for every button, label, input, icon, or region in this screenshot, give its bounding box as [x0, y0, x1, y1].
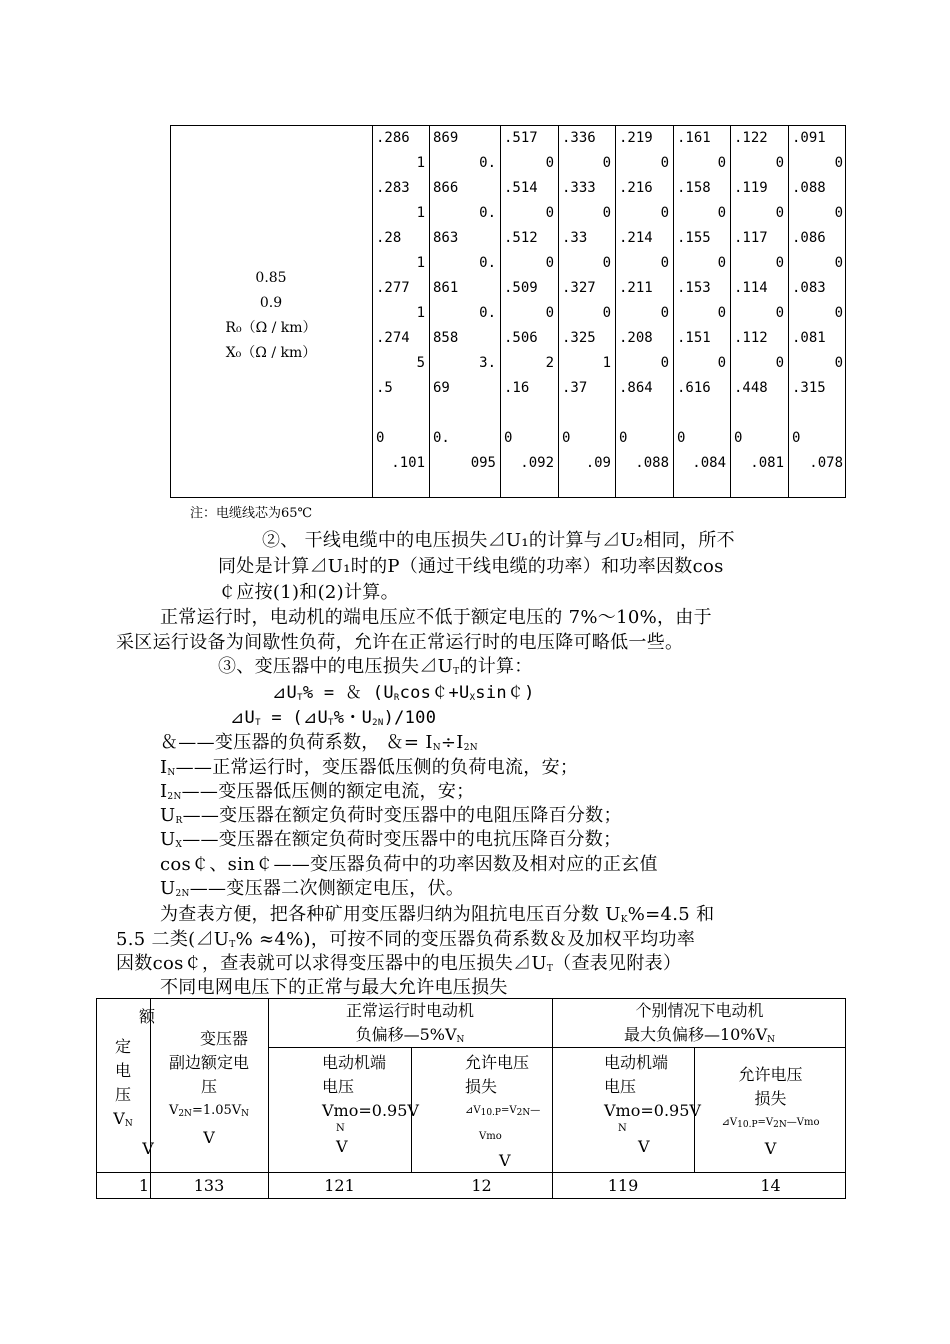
motor-voltage-header-2: 电动机端 电压 Vmo=0.95V N V: [604, 1053, 701, 1156]
power-factor-085: 0.85: [255, 270, 287, 286]
allowed-loss-header-1: 允许电压 损失 $⊿V_{10.P}=V_{2N}—$ Vmo V: [465, 1053, 541, 1170]
paragraph-1-line-3: ￠应按(1)和(2)计算。: [218, 582, 399, 603]
table-cell: 0: [660, 355, 669, 371]
table-cell: .277: [376, 280, 410, 296]
table-cell: .114: [734, 280, 768, 296]
paragraph-1-line-2: 同处是计算⊿U₁时的P（通过干线电缆的功率）和功率因数cos: [218, 556, 724, 577]
table-cell: .091: [792, 130, 826, 146]
table-cell: 0: [775, 205, 784, 221]
table-cell: .083: [792, 280, 826, 296]
definition-u2n: $U_{2N}——$变压器二次侧额定电压，伏。: [160, 878, 465, 899]
table-cell: .112: [734, 330, 768, 346]
formula-2: $⊿U_T$ = ($⊿U_T\%$・$U_{2N})/100$: [230, 708, 437, 728]
table-cell: 869: [433, 130, 459, 146]
table-cell: 121: [324, 1176, 355, 1195]
transformer-header: 变压器 副边额定电 压 $V_{2N}=1.05V_N$ V: [168, 1029, 250, 1147]
definition-ur: $U_R——$变压器在额定负荷时变压器中的电阻压降百分数；: [160, 805, 622, 826]
table-cell: 0: [545, 255, 554, 271]
table-cell: .081: [750, 455, 784, 471]
table-cell: 0: [660, 255, 669, 271]
table-cell: 858: [433, 330, 459, 346]
table-cell: 0: [834, 355, 843, 371]
table-cell: .151: [677, 330, 711, 346]
table-cell: .327: [562, 280, 596, 296]
table-cell: 0: [660, 155, 669, 171]
paragraph-1-line-1: ②、 干线电缆中的电压损失⊿U₁的计算与⊿U₂相同，所不: [262, 530, 735, 551]
table-cell: .09: [585, 455, 611, 471]
table-cell: .158: [677, 180, 711, 196]
allowed-loss-header-2: 允许电压 损失 $⊿V_{10.P}=V_{2N}—Vmo$ V: [721, 1065, 820, 1158]
table-cell: 0: [717, 355, 726, 371]
table-cell: 0: [504, 430, 513, 446]
table-cell: .088: [792, 180, 826, 196]
table-cell: 0: [602, 255, 611, 271]
table-cell: .315: [792, 380, 826, 396]
table-cell: .448: [734, 380, 768, 396]
table-cell: 0: [775, 255, 784, 271]
table-cell: 0: [834, 205, 843, 221]
table-cell: .512: [504, 230, 538, 246]
table-cell: 863: [433, 230, 459, 246]
table-cell: 3.: [479, 355, 496, 371]
table-row-label: [171, 266, 371, 366]
table-cell: 0: [792, 430, 801, 446]
table-cell: .208: [619, 330, 653, 346]
power-factor-09: 0.9: [259, 295, 283, 311]
resistance-label: R₀（Ω / km）: [225, 320, 317, 336]
table-note: 注：电缆线芯为65℃: [190, 506, 313, 521]
table-cell: 0: [834, 305, 843, 321]
table-cell: .286: [376, 130, 410, 146]
cable-parameter-table: [170, 125, 846, 498]
table-cell: .161: [677, 130, 711, 146]
table-cell: 0.: [479, 305, 496, 321]
table-cell: .216: [619, 180, 653, 196]
table-cell: .219: [619, 130, 653, 146]
table-cell: 1: [602, 355, 611, 371]
table-cell: 0.: [433, 430, 450, 446]
table-cell: .092: [520, 455, 554, 471]
table-cell: 0: [562, 430, 571, 446]
table-cell: .211: [619, 280, 653, 296]
table-cell: 0: [545, 155, 554, 171]
table-cell: 0: [734, 430, 743, 446]
table-cell: 0: [545, 305, 554, 321]
table-cell: .16: [504, 380, 530, 396]
table-cell: .101: [391, 455, 425, 471]
rated-voltage-header: 定 电 压 $V_N$: [113, 1037, 133, 1129]
formula-1: $⊿U_T\%$ = ＆ ($U_R\cos$￠$+U_X\sin$￠): [272, 683, 535, 703]
definition-cos-sin: cos￠、sin￠——变压器负荷中的功率因数及相对应的正玄值: [160, 854, 658, 875]
table-cell: .122: [734, 130, 768, 146]
table-cell: .506: [504, 330, 538, 346]
table-cell: 0: [717, 155, 726, 171]
table-cell: 0: [677, 430, 686, 446]
table-cell: .509: [504, 280, 538, 296]
table-cell: 0.: [479, 255, 496, 271]
definition-in: $I_N——$正常运行时，变压器低压侧的负荷电流，安；: [160, 757, 579, 778]
table-cell: 133: [193, 1176, 225, 1195]
table-cell: 5: [416, 355, 425, 371]
paragraph-4-line-3: 因数cos￠，查表就可以求得变压器中的电压损失$⊿U_T$（查表见附表）: [116, 953, 682, 974]
table-cell: 0: [660, 205, 669, 221]
rated-unit: V: [142, 1139, 154, 1158]
table-cell: 1: [416, 155, 425, 171]
table-cell: 0: [602, 205, 611, 221]
paragraph-4-line-2: 5.5 二类$(⊿U_T\% \approx 4\%)$，可按不同的变压器负荷系数＆及加权平均功率: [116, 929, 696, 950]
table-cell: 0.: [479, 205, 496, 221]
table-cell: .283: [376, 180, 410, 196]
table-cell: 2: [545, 355, 554, 371]
table-cell: .336: [562, 130, 596, 146]
table-cell: 12: [471, 1176, 492, 1195]
table-cell: 0: [717, 255, 726, 271]
table-cell: 0: [619, 430, 628, 446]
table-caption: 不同电网电压下的正常与最大允许电压损失: [160, 977, 508, 998]
table-cell: .333: [562, 180, 596, 196]
table-cell: 0.: [479, 155, 496, 171]
table-cell: .325: [562, 330, 596, 346]
paragraph-2-line-1: 正常运行时，电动机的端电压应不低于额定电压的 7%～10%，由于: [160, 607, 712, 628]
section-3-heading: ③、变压器中的电压损失$⊿U_T$的计算：: [218, 656, 533, 677]
table-cell: .119: [734, 180, 768, 196]
table-cell: 095: [470, 455, 496, 471]
table-cell: 0: [834, 155, 843, 171]
table-cell: 1: [138, 1176, 150, 1195]
normal-operation-header: 正常运行时电动机 负偏移$—5\%V_N$: [345, 1001, 474, 1045]
voltage-loss-table: [96, 998, 846, 1199]
table-cell: 0: [602, 155, 611, 171]
table-cell: 0: [602, 305, 611, 321]
table-cell: .078: [809, 455, 843, 471]
table-cell: .117: [734, 230, 768, 246]
table-cell: 69: [433, 380, 450, 396]
table-cell: .514: [504, 180, 538, 196]
table-cell: 14: [760, 1176, 781, 1195]
definition-load-factor: ＆——变压器的负荷系数， ＆= $I_N\div I_{2N}$: [160, 732, 478, 753]
table-cell: .084: [692, 455, 726, 471]
table-cell: .616: [677, 380, 711, 396]
table-cell: 0: [545, 205, 554, 221]
definition-i2n: $I_{2N}——$变压器低压侧的额定电流，安；: [160, 781, 475, 802]
table-cell: 1: [416, 255, 425, 271]
table-cell: .153: [677, 280, 711, 296]
table-cell: .088: [635, 455, 669, 471]
table-cell: 119: [607, 1176, 639, 1195]
table-cell: .086: [792, 230, 826, 246]
table-cell: 1: [416, 305, 425, 321]
table-cell: 1: [416, 205, 425, 221]
table-cell: 0: [834, 255, 843, 271]
definition-ux: $U_X——$变压器在额定负荷时变压器中的电抗压降百分数；: [160, 829, 622, 850]
table-cell: 0: [717, 205, 726, 221]
motor-voltage-header-1: 电动机端 电压 Vmo=0.95V N V: [322, 1053, 419, 1156]
table-cell: .5: [376, 380, 393, 396]
table-cell: 0: [775, 355, 784, 371]
table-cell: 0: [775, 305, 784, 321]
reactance-label: X₀（Ω / km）: [225, 345, 317, 361]
table-cell: .864: [619, 380, 653, 396]
table-cell: .214: [619, 230, 653, 246]
table-cell: .37: [562, 380, 588, 396]
table-cell: 0: [717, 305, 726, 321]
table-cell: .28: [376, 230, 402, 246]
table-cell: .33: [562, 230, 588, 246]
table-cell: .081: [792, 330, 826, 346]
max-deviation-header: 个别情况下电动机 最大负偏移$—10\%V_N$: [624, 1001, 775, 1045]
table-cell: 0: [376, 430, 385, 446]
table-cell: 0: [660, 305, 669, 321]
table-cell: .274: [376, 330, 410, 346]
table-cell: 0: [775, 155, 784, 171]
table-cell: .155: [677, 230, 711, 246]
paragraph-4-line-1: 为查表方便，把各种矿用变压器归纳为阻抗电压百分数 $U_K\%=4.5$ 和: [160, 904, 715, 925]
table-cell: 866: [433, 180, 459, 196]
table-cell: 861: [433, 280, 459, 296]
paragraph-2-line-2: 采区运行设备为间歇性负荷，允许在正常运行时的电压降可略低一些。: [116, 632, 684, 653]
table-cell: .517: [504, 130, 538, 146]
rated-header-top: 额: [138, 1007, 155, 1026]
